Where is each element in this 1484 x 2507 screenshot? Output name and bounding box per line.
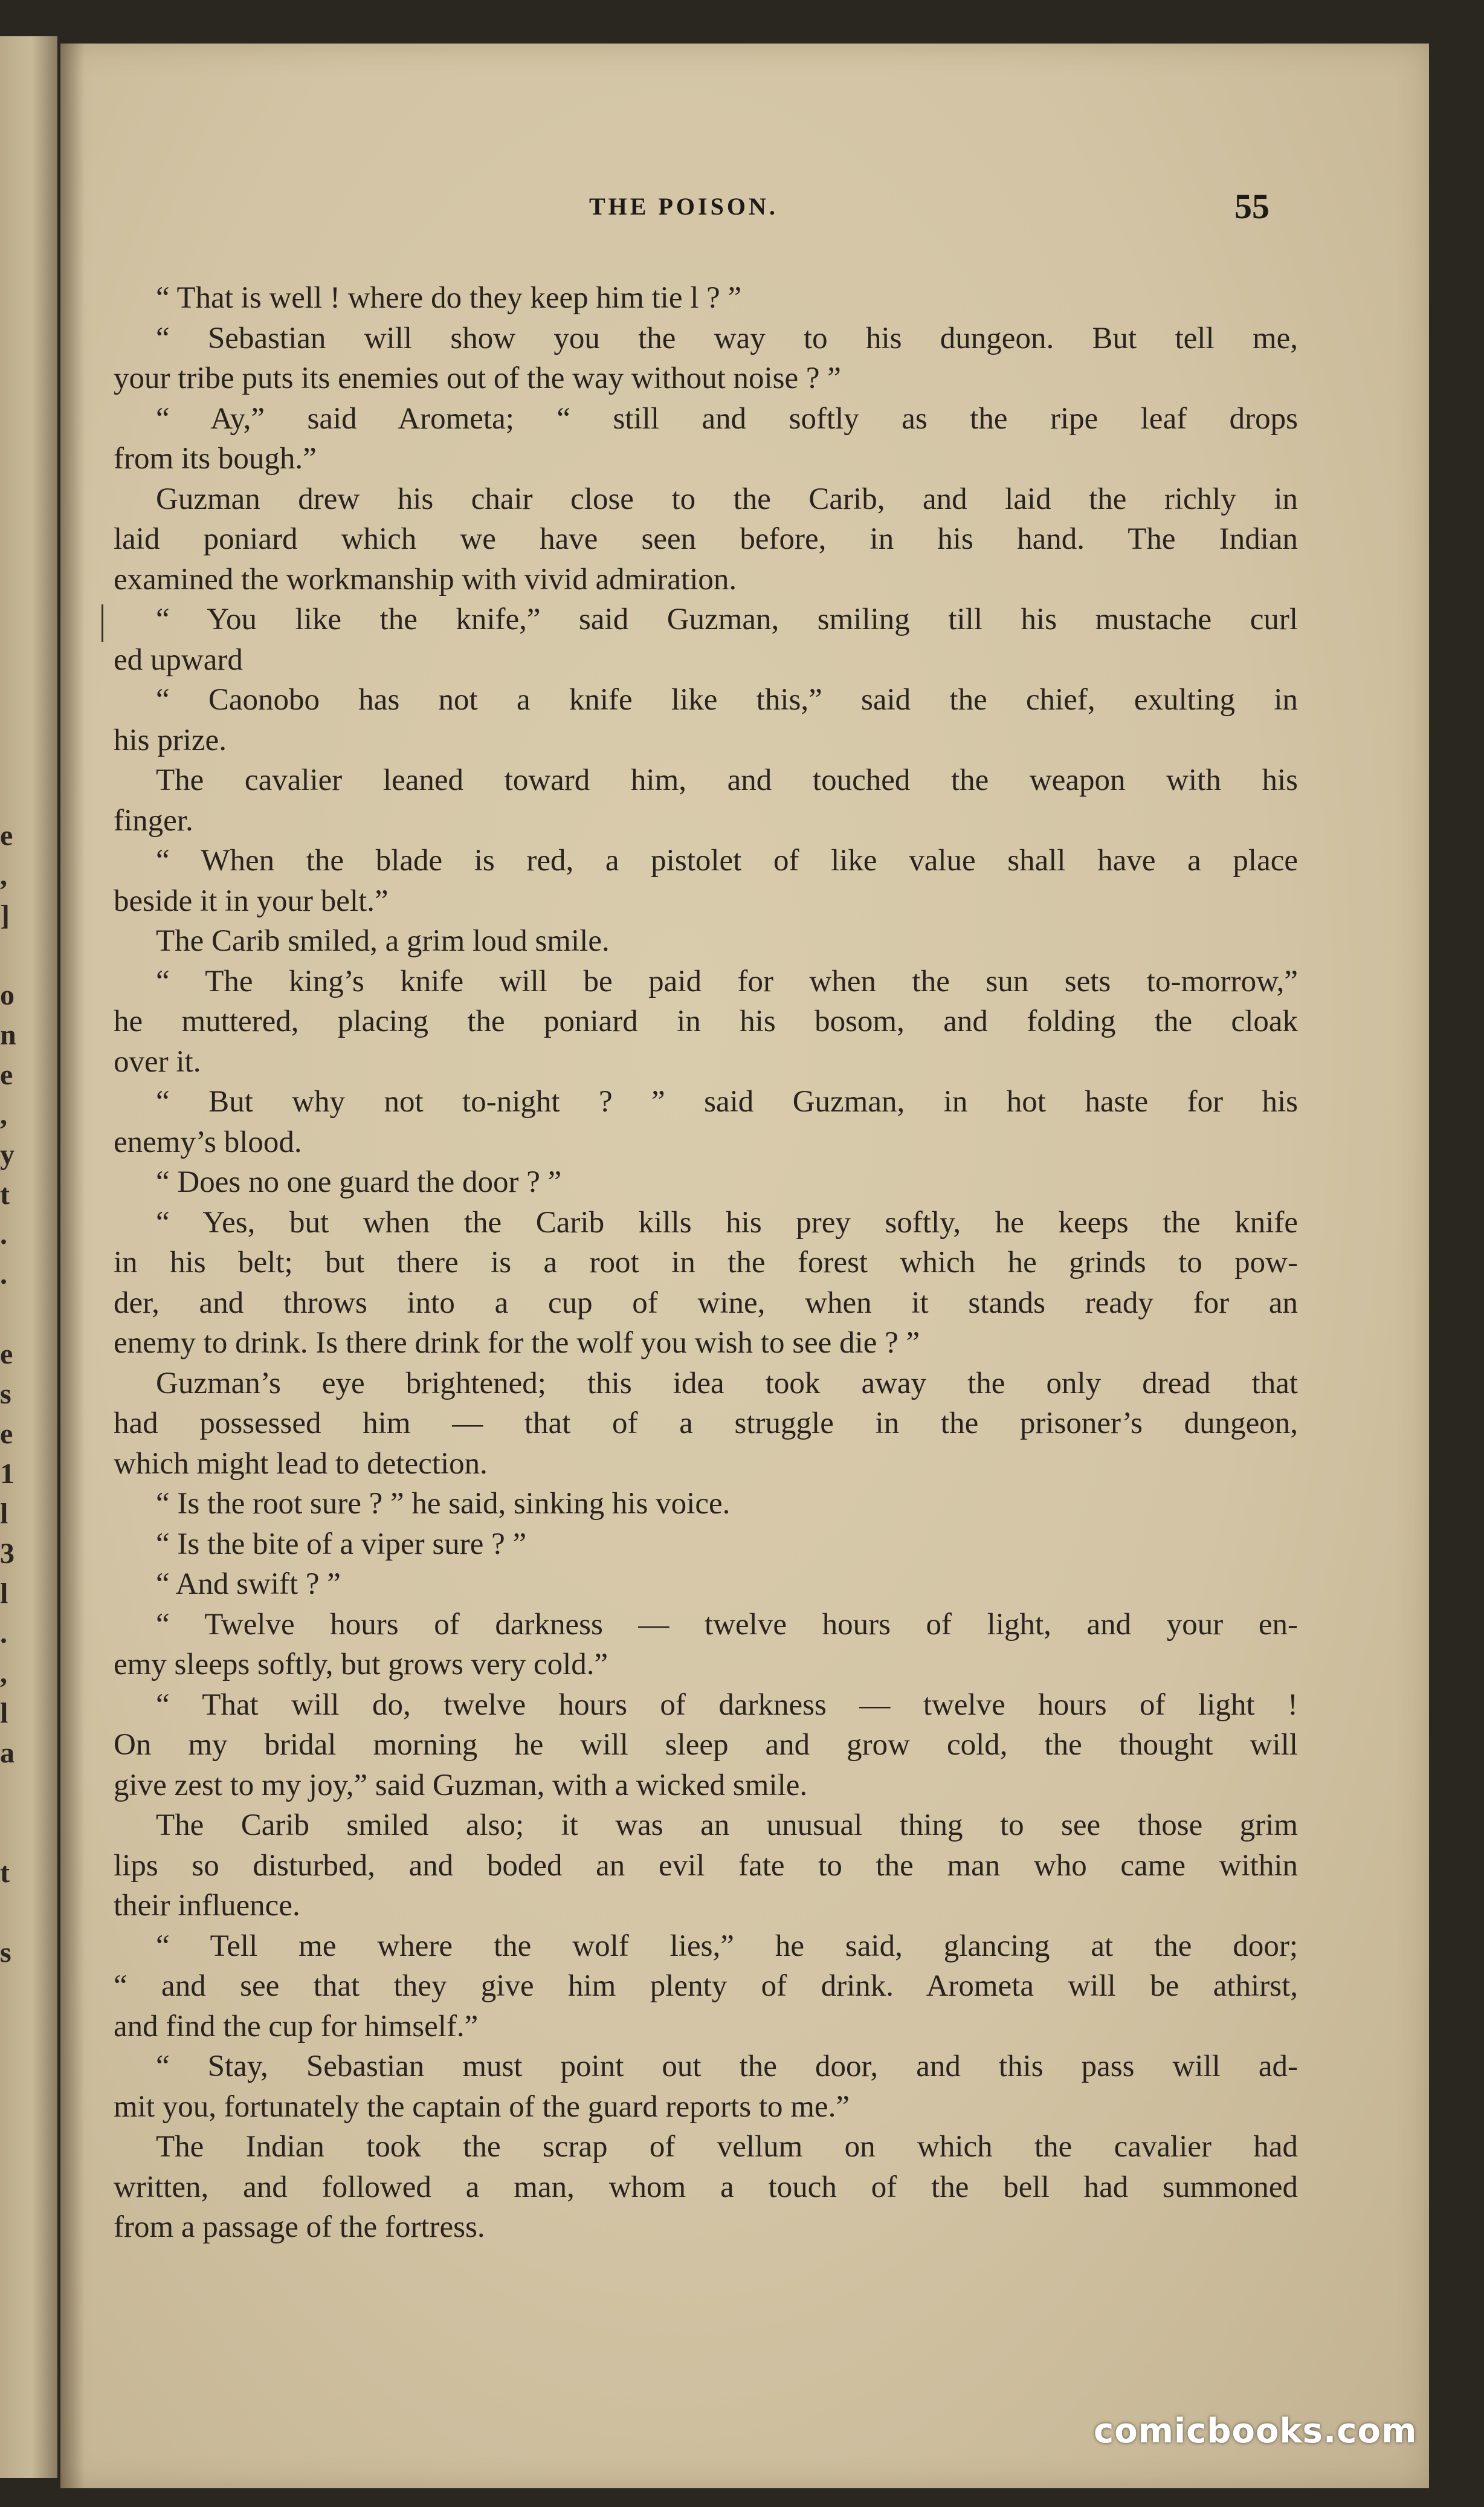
text-line: examined the workmanship with vivid admiration. xyxy=(114,562,737,597)
body-text xyxy=(114,278,1298,2248)
text-line: “ The king’s knife will be paid for when the sun sets to-morrow,” xyxy=(156,964,1298,998)
text-line: in his belt; but there is a root in the forest which he grinds to pow- xyxy=(114,1246,1298,1279)
text-line: from its bough.” xyxy=(114,442,317,476)
text-line: mit you, fortunately the captain of the guard reports to me.” xyxy=(114,2089,850,2124)
text-line: “ Caonobo has not a knife like this,” said the chief, exulting in xyxy=(156,683,1298,717)
text-line: which might lead to detection. xyxy=(114,1446,488,1481)
text-line: written, and followed a man, whom a touch of the bell had summoned xyxy=(114,2170,1298,2204)
site-watermark: comicbooks.com xyxy=(1094,2412,1418,2451)
text-line: The Carib smiled, a grim loud smile. xyxy=(156,924,610,958)
text-line: “ That is well ! where do they keep him tie l ? ” xyxy=(156,281,742,315)
text-line: “ Stay, Sebastian must point out the door, and this pass will ad- xyxy=(156,2049,1298,2083)
gutter-shadow xyxy=(60,44,85,2488)
text-line: laid poniard which we have seen before, in his hand. The Indian xyxy=(114,522,1298,556)
text-line: over it. xyxy=(114,1044,201,1079)
text-line: The Carib smiled also; it was an unusual thing to see those grim xyxy=(156,1808,1298,1842)
facing-page-text-fragment: e , ] o n e , y t . . e s e 1 l 3 l . , l a t s xyxy=(0,820,16,1968)
text-line: had possessed him — that of a struggle in the prisoner’s dungeon, xyxy=(114,1406,1298,1440)
text-line: he muttered, placing the poniard in his bosom, and folding the cloak xyxy=(114,1004,1298,1038)
text-line: der, and throws into a cup of wine, when it stands ready for an xyxy=(114,1286,1298,1320)
running-title: THE POISON. xyxy=(589,193,778,220)
text-line: “ That will do, twelve hours of darkness — twelve hours of light ! xyxy=(156,1687,1298,1722)
text-line: “ and see that they give him plenty of drink. Arometa will be athirst, xyxy=(114,1969,1298,2003)
text-line: “ And swift ? ” xyxy=(156,1567,341,1601)
text-line: beside it in your belt.” xyxy=(114,884,389,918)
text-line: enemy’s blood. xyxy=(114,1125,302,1159)
text-line: “ Tell me where the wolf lies,” he said, glancing at the door; xyxy=(156,1929,1298,1963)
text-line: “ You like the knife,” said Guzman, smiling till his mustache curl xyxy=(156,603,1298,636)
text-line: from a passage of the fortress. xyxy=(114,2210,485,2244)
text-line: “ But why not to-night ? ” said Guzman, in hot haste for his xyxy=(156,1085,1298,1119)
facing-page-edge xyxy=(0,36,57,2478)
text-line: and find the cup for himself.” xyxy=(114,2009,479,2043)
text-line: “ Twelve hours of darkness — twelve hours of light, and your en- xyxy=(156,1607,1298,1642)
text-line: his prize. xyxy=(114,723,227,757)
text-line: their influence. xyxy=(114,1889,300,1923)
text-line: ed upward xyxy=(114,642,243,677)
text-line: emy sleeps softly, but grows very cold.” xyxy=(114,1648,608,1681)
text-line: “ When the blade is red, a pistolet of like value shall have a place xyxy=(156,844,1298,878)
text-line: On my bridal morning he will sleep and grow cold, the thought will xyxy=(114,1728,1298,1762)
text-line: give zest to my joy,” said Guzman, with a wicked smile. xyxy=(114,1768,808,1802)
text-line: “ Is the root sure ? ” he said, sinking his voice. xyxy=(156,1487,731,1521)
text-line: lips so disturbed, and boded an evil fate to the man who came within xyxy=(114,1848,1298,1883)
text-line: The cavalier leaned toward him, and touched the weapon with his xyxy=(156,763,1298,797)
page-header xyxy=(0,187,1484,235)
text-line: The Indian took the scrap of vellum on which the cavalier had xyxy=(156,2130,1298,2164)
text-line: “ Ay,” said Arometa; “ still and softly as the ripe leaf drops xyxy=(156,401,1298,436)
text-line: “ Sebastian will show you the way to his dungeon. But tell me, xyxy=(156,321,1298,355)
text-line: “ Does no one guard the door ? ” xyxy=(156,1165,562,1199)
text-line: “ Yes, but when the Carib kills his prey softly, he keeps the knife xyxy=(156,1205,1298,1240)
text-line: enemy to drink. Is there drink for the wolf you wish to see die ? ” xyxy=(114,1326,920,1360)
text-line: “ Is the bite of a viper sure ? ” xyxy=(156,1527,527,1561)
margin-pencil-mark xyxy=(102,604,103,642)
text-line: your tribe puts its enemies out of the way without noise ? ” xyxy=(114,361,841,395)
text-line: Guzman drew his chair close to the Carib, and laid the richly in xyxy=(156,482,1298,516)
text-line: Guzman’s eye brightened; this idea took away the only dread that xyxy=(156,1366,1298,1400)
page-number: 55 xyxy=(1234,187,1269,226)
text-line: finger. xyxy=(114,803,193,838)
